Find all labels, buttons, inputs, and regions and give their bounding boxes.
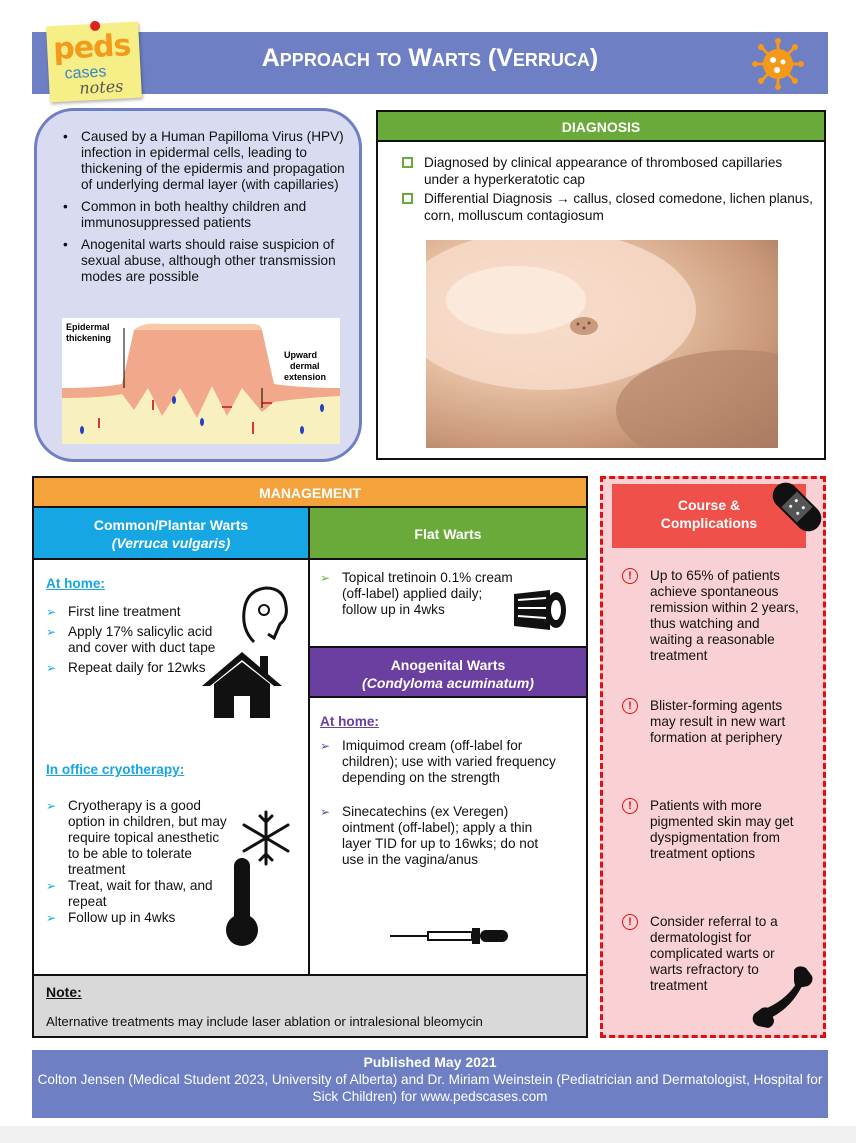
diagnosis-heading: DIAGNOSIS xyxy=(378,112,824,142)
intro-bullet: • Common in both healthy children and immunosuppressed patients xyxy=(61,199,357,231)
list-item: ➢ Imiquimod cream (off-label for children); use with varied frequency depending on the strength xyxy=(320,738,558,786)
virus-icon xyxy=(752,38,804,90)
at-home-label: At home: xyxy=(46,576,105,591)
course-item: ! Patients with more pigmented skin may get dyspigmentation from treatment options xyxy=(622,798,802,862)
bottom-strip xyxy=(0,1126,856,1143)
anogenital-warts-heading xyxy=(310,646,586,698)
anogenital-at-home-label: At home: xyxy=(320,714,379,729)
wart-skin-diagram xyxy=(62,318,340,444)
cream-tube-icon xyxy=(510,586,570,634)
thinking-head-icon xyxy=(234,582,294,652)
office-cryotherapy-label: In office cryotherapy: xyxy=(46,762,185,777)
course-item: ! Up to 65% of patients achieve spontaneous remission within 2 years, thus watching and waiting a reasonable treatment xyxy=(622,568,802,664)
intro-list xyxy=(61,129,357,291)
course-title-line2: Complications xyxy=(660,515,758,531)
anogenital-warts-title: Anogenital Warts xyxy=(390,657,506,673)
note-label: Note: xyxy=(46,984,82,1000)
anogenital-warts-subtitle: (Condyloma acuminatum) xyxy=(362,675,534,691)
alert-icon: ! xyxy=(622,568,638,584)
bandage-icon xyxy=(762,470,832,544)
course-item: ! Consider referral to a dermatologist for complicated warts or warts refractory to treatment xyxy=(622,914,802,994)
management-heading: MANAGEMENT xyxy=(34,478,586,508)
list-item: ➢ First line treatment xyxy=(46,604,216,620)
common-warts-heading xyxy=(34,508,308,560)
list-item: ➢ Repeat daily for 12wks xyxy=(46,660,216,676)
alert-icon: ! xyxy=(622,698,638,714)
course-item: ! Blister-forming agents may result in new wart formation at periphery xyxy=(622,698,802,746)
column-divider xyxy=(308,508,310,974)
phone-icon xyxy=(748,962,816,1030)
logo-text-notes: notes xyxy=(78,76,124,98)
dropper-icon xyxy=(388,924,512,948)
common-office-list xyxy=(46,798,228,926)
diagnosis-list xyxy=(378,154,818,226)
diagram-label-epidermal: Epidermal xyxy=(66,322,110,332)
flat-warts-heading: Flat Warts xyxy=(310,508,586,560)
list-item: ➢ Sinecatechins (ex Veregen) ointment (off-label); apply a thin layer TID for up to 16wks; do not use in the vagina/anus xyxy=(320,804,558,868)
pedscases-logo[interactable] xyxy=(46,22,142,103)
diagram-label-extension: extension xyxy=(284,372,327,382)
footer xyxy=(32,1050,828,1118)
wart-photo xyxy=(426,240,778,448)
intro-bullet: • Anogenital warts should raise suspicion of sexual abuse, although other transmission modes are possible xyxy=(61,237,357,285)
diagnosis-item: Differential Diagnosis → callus, closed comedone, lichen planus, corn, molluscum contagiosum xyxy=(378,190,818,224)
intro-bullet: • Caused by a Human Papilloma Virus (HPV) infection in epidermal cells, leading to thickening of the epidermis and propagation of underlying dermal layer (with capillaries) xyxy=(61,129,357,193)
checkbox-icon xyxy=(402,193,413,204)
diagram-label-upward: Upward xyxy=(284,350,318,360)
diagram-label-thickening: thickening xyxy=(66,333,112,343)
diagnosis-item: Diagnosed by clinical appearance of thrombosed capillaries under a hyperkeratotic cap xyxy=(378,154,818,188)
thermometer-snowflake-icon xyxy=(222,808,300,950)
house-icon xyxy=(198,648,286,720)
page-title: Approach to Warts (Verruca) xyxy=(261,44,599,72)
authors-credit: Colton Jensen (Medical Student 2023, University of Alberta) and Dr. Miriam Weinstein (Pediatrician and Dermatologist, Hospital for Sick Children) for www.pedscases.com xyxy=(37,1072,823,1104)
list-item: ➢ Apply 17% salicylic acid and cover with duct tape xyxy=(46,624,216,656)
alert-icon: ! xyxy=(622,798,638,814)
anogenital-list xyxy=(320,738,558,868)
common-home-list xyxy=(46,604,216,676)
course-title-line1: Course & xyxy=(677,497,741,513)
diagram-label-dermal: dermal xyxy=(290,361,320,371)
list-item: ➢ Topical tretinoin 0.1% cream (off-label) applied daily; follow up in 4wks xyxy=(320,570,520,618)
flat-warts-list xyxy=(320,570,520,618)
list-item: ➢ Follow up in 4wks xyxy=(46,910,228,926)
common-warts-subtitle: (Verruca vulgaris) xyxy=(111,535,231,551)
published-date: Published May 2021 xyxy=(363,1054,497,1070)
note-text: Alternative treatments may include laser ablation or intralesional bleomycin xyxy=(46,1014,483,1029)
logo-text-peds: peds xyxy=(52,28,132,68)
list-item: ➢ Treat, wait for thaw, and repeat xyxy=(46,878,228,910)
logo-text-cases: cases xyxy=(64,63,107,83)
list-item: ➢ Cryotherapy is a good option in children, but may require topical anesthetic to be able to tolerate treatment xyxy=(46,798,228,878)
alert-icon: ! xyxy=(622,914,638,930)
common-warts-title: Common/Plantar Warts xyxy=(93,517,249,533)
checkbox-icon xyxy=(402,157,413,168)
